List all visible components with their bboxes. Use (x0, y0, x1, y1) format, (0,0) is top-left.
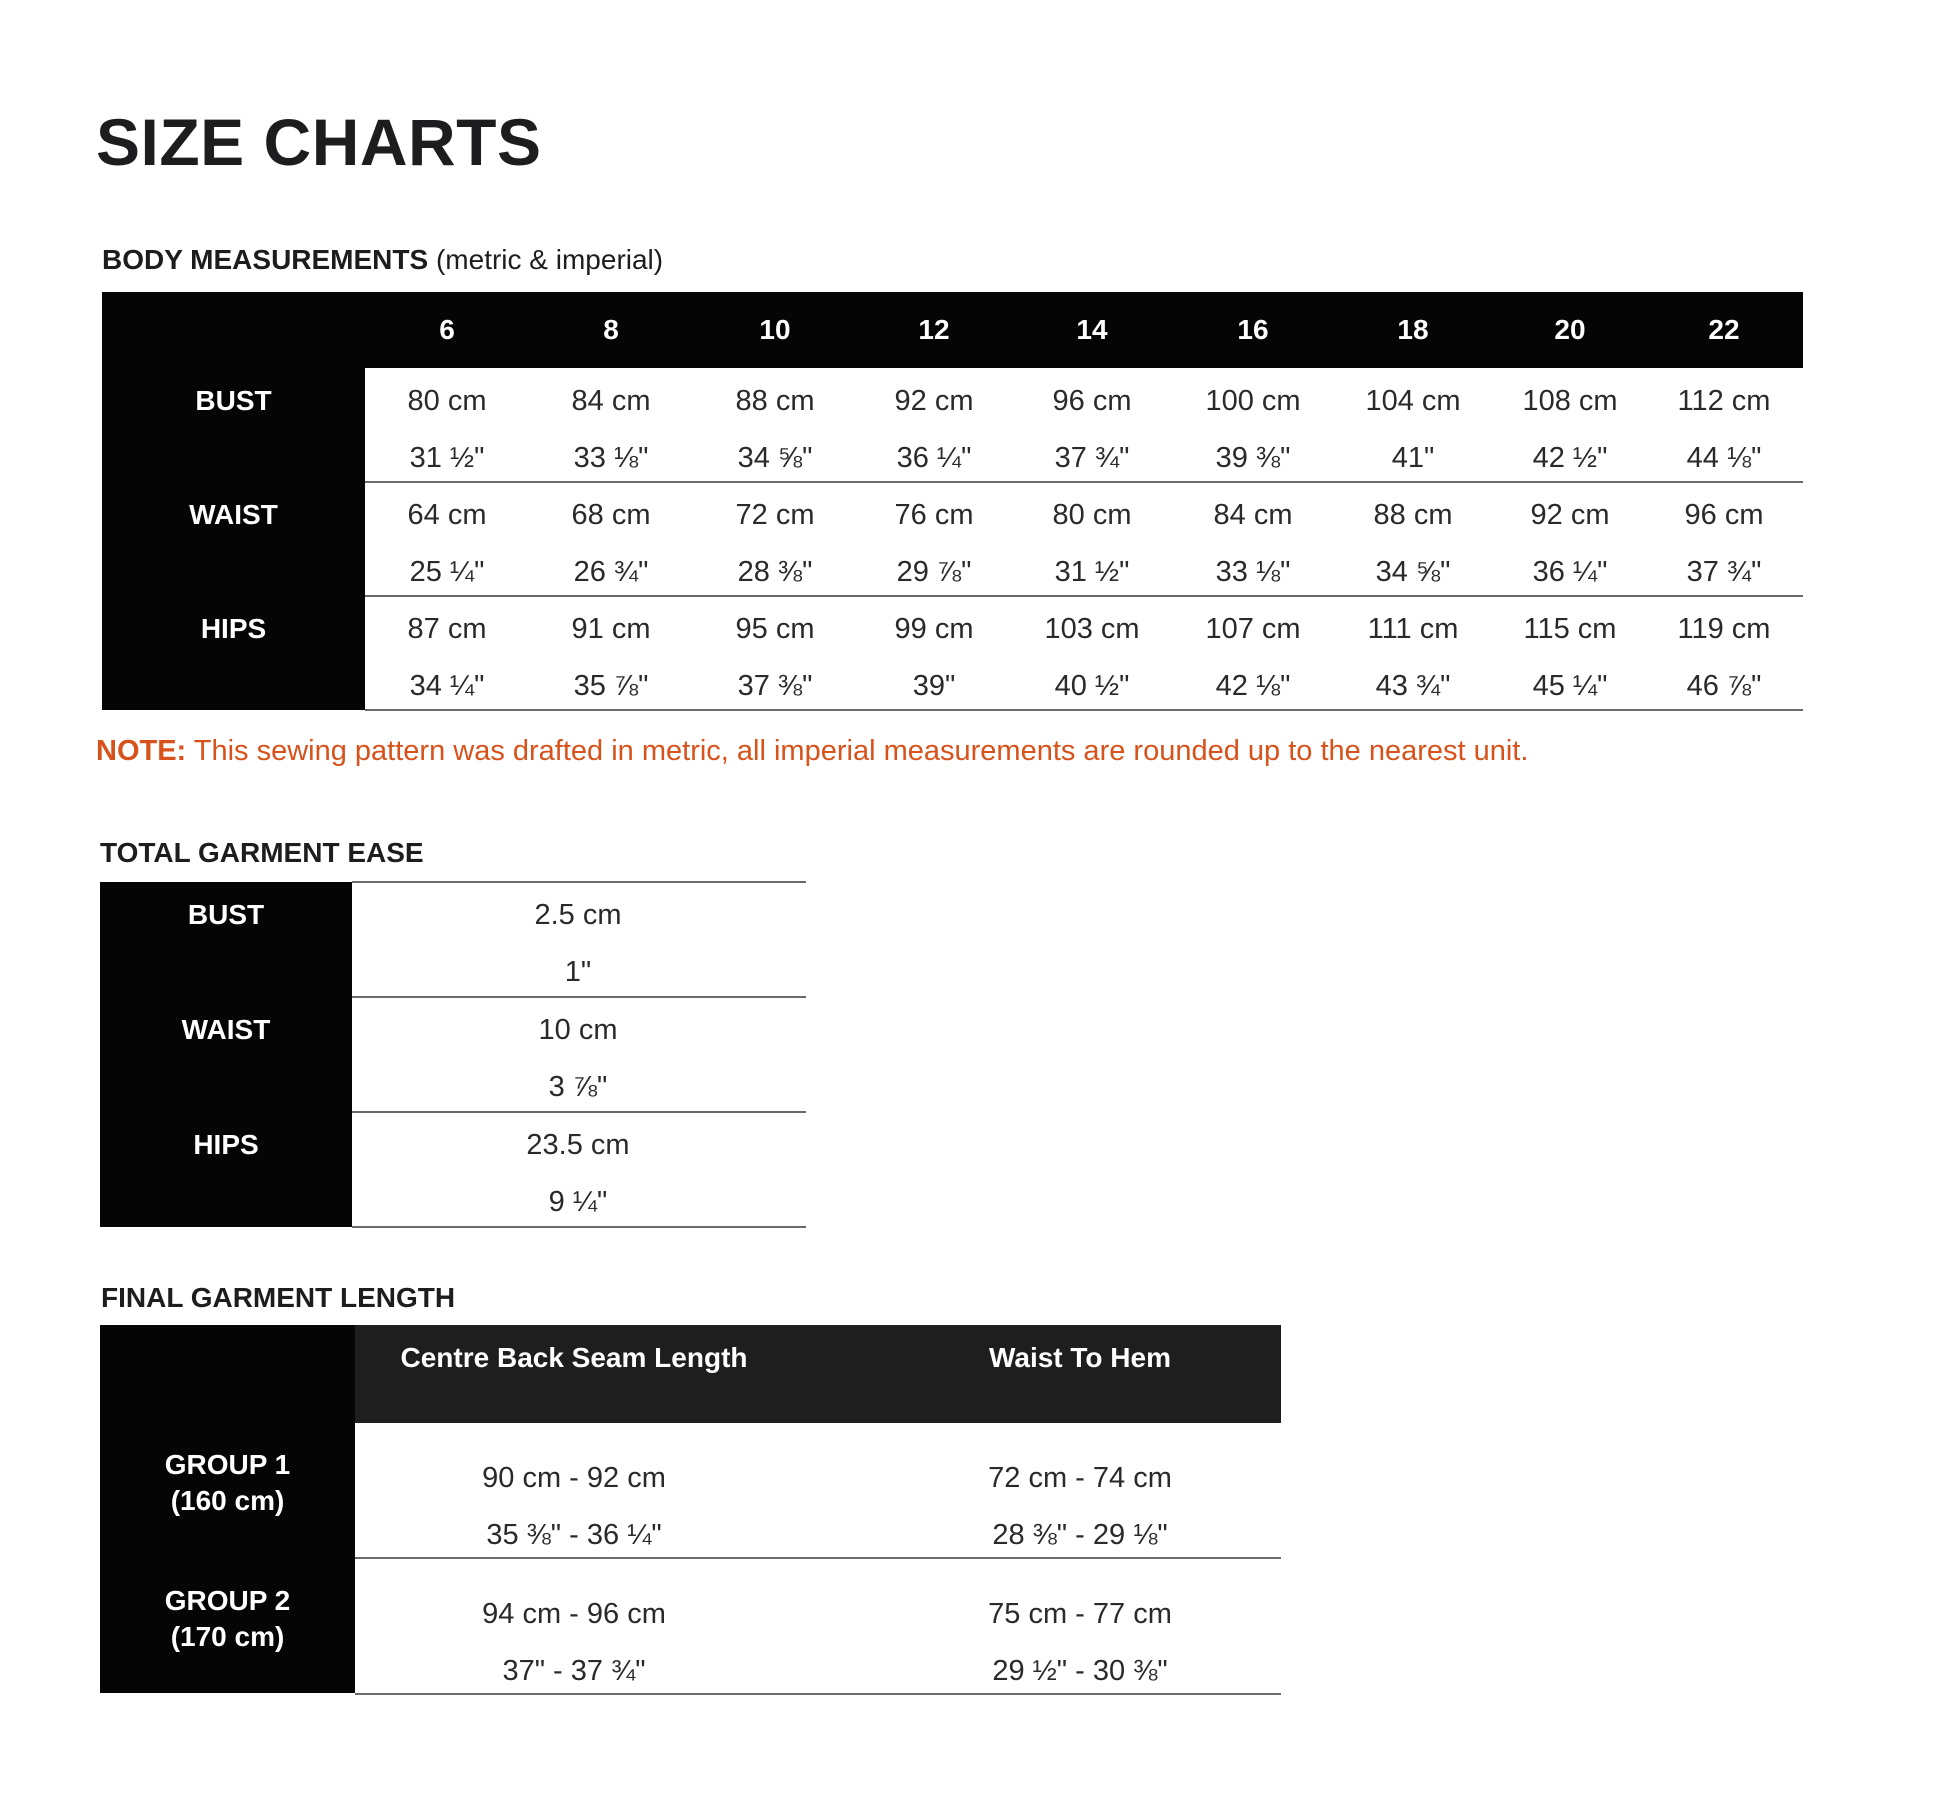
size-header: 22 (1708, 314, 1740, 345)
metric-cell: 112 cm (1677, 384, 1771, 417)
imperial-cell: 31 ½" (409, 441, 485, 474)
group-label-name: GROUP 1 (164, 1448, 291, 1480)
metric-cell: 87 cm (407, 612, 487, 645)
metric-cell: 84 cm (1213, 498, 1293, 531)
group-label (100, 1443, 355, 1523)
imperial-cell: 35 ⅞" (573, 669, 649, 702)
metric-cell: 111 cm (1367, 612, 1459, 645)
row-divider (352, 1111, 806, 1113)
metric-cell: 108 cm (1522, 384, 1618, 417)
metric-cell: 92 cm (894, 384, 974, 417)
row-label: WAIST (181, 1013, 271, 1045)
group-label (100, 1579, 355, 1659)
size-header: 8 (603, 314, 619, 345)
metric-cell: 80 cm (407, 384, 487, 417)
row-divider (355, 1693, 1281, 1695)
imperial-cell: 37 ⅜" (737, 669, 813, 702)
imperial-cell: 37" - 37 ¾" (502, 1654, 646, 1687)
metric-cell: 104 cm (1365, 384, 1461, 417)
row-label: HIPS (200, 612, 267, 644)
imperial-cell: 26 ¾" (573, 555, 649, 588)
group-label-height: (170 cm) (170, 1621, 285, 1652)
note-text: This sewing pattern was drafted in metric, all imperial measurements are rounded up to the nearest unit. (186, 735, 1529, 767)
final-garment-length-heading: FINAL GARMENT LENGTH (101, 1282, 456, 1313)
imperial-cell: 3 ⅞" (548, 1070, 608, 1103)
imperial-cell: 36 ¼" (896, 441, 972, 474)
group-label-height: (160 cm) (170, 1485, 285, 1516)
metric-cell: 92 cm (1530, 498, 1610, 531)
imperial-cell: 29 ⅞" (896, 555, 972, 588)
metric-cell: 96 cm (1052, 384, 1132, 417)
imperial-cell: 9 ¼" (548, 1185, 608, 1218)
column-header: Centre Back Seam Length (400, 1342, 748, 1373)
imperial-cell: 33 ⅛" (573, 441, 649, 474)
row-divider (365, 481, 1803, 483)
row-divider (352, 996, 806, 998)
imperial-cell: 41" (1391, 441, 1435, 474)
metric-cell: 94 cm - 96 cm (482, 1597, 666, 1630)
metric-cell: 84 cm (571, 384, 651, 417)
imperial-cell: 37 ¾" (1686, 555, 1762, 588)
imperial-cell: 35 ⅜" - 36 ¼" (486, 1518, 662, 1551)
metric-cell: 2.5 cm (534, 898, 622, 931)
metric-cell: 72 cm (735, 498, 815, 531)
imperial-cell: 42 ⅛" (1215, 669, 1291, 702)
size-header: 18 (1397, 314, 1429, 345)
imperial-cell: 37 ¾" (1054, 441, 1130, 474)
row-divider (352, 1226, 806, 1228)
group-label-name: GROUP 2 (164, 1584, 291, 1616)
metric-cell: 10 cm (538, 1013, 618, 1046)
metric-cell: 88 cm (1373, 498, 1453, 531)
page-title: SIZE CHARTS (96, 105, 542, 179)
row-label: BUST (187, 898, 265, 930)
imperial-cell: 46 ⅞" (1686, 669, 1762, 702)
imperial-cell: 34 ⅝" (1375, 555, 1451, 588)
size-header: 14 (1076, 314, 1108, 345)
table-top-rule (352, 881, 806, 883)
metric-cell: 72 cm - 74 cm (988, 1461, 1172, 1494)
imperial-cell: 33 ⅛" (1215, 555, 1291, 588)
total-garment-ease-heading: TOTAL GARMENT EASE (100, 837, 424, 868)
metric-cell: 107 cm (1205, 612, 1301, 645)
imperial-cell: 34 ¼" (409, 669, 485, 702)
body-measurements-heading (102, 244, 663, 276)
row-divider (355, 1557, 1281, 1559)
imperial-cell: 43 ¾" (1375, 669, 1451, 702)
imperial-cell: 39 ⅜" (1215, 441, 1291, 474)
metric-cell: 76 cm (894, 498, 974, 531)
imperial-cell: 29 ½" - 30 ⅜" (992, 1654, 1168, 1687)
column-header: Waist To Hem (988, 1342, 1171, 1373)
imperial-cell: 42 ½" (1532, 441, 1608, 474)
metric-cell: 88 cm (735, 384, 815, 417)
metric-cell: 91 cm (571, 612, 651, 645)
imperial-cell: 34 ⅝" (737, 441, 813, 474)
metric-cell: 99 cm (894, 612, 974, 645)
metric-cell: 95 cm (735, 612, 815, 645)
metric-cell: 100 cm (1205, 384, 1301, 417)
size-header: 20 (1554, 314, 1586, 345)
size-header: 6 (439, 314, 455, 345)
metric-cell: 64 cm (407, 498, 487, 531)
metric-cell: 80 cm (1052, 498, 1132, 531)
size-header: 10 (759, 314, 791, 345)
metric-cell: 68 cm (571, 498, 651, 531)
metric-cell: 75 cm - 77 cm (988, 1597, 1172, 1630)
note-label: NOTE: (96, 735, 187, 767)
metric-cell: 115 cm (1523, 612, 1617, 645)
size-header: 16 (1237, 314, 1269, 345)
imperial-cell: 25 ¼" (409, 555, 485, 588)
metric-cell: 119 cm (1677, 612, 1771, 645)
imperial-cell: 45 ¼" (1532, 669, 1608, 702)
metric-cell: 103 cm (1044, 612, 1140, 645)
row-label: BUST (195, 384, 272, 416)
size-header: 12 (918, 314, 950, 345)
metric-cell: 23.5 cm (526, 1128, 630, 1161)
body-measurements-heading-sub: (metric & imperial) (435, 244, 664, 275)
metric-note (96, 735, 1528, 768)
row-label: HIPS (193, 1128, 259, 1160)
body-measurements-heading-main: BODY MEASUREMENTS (102, 244, 429, 275)
imperial-cell: 31 ½" (1054, 555, 1130, 588)
imperial-cell: 28 ⅜" - 29 ⅛" (992, 1518, 1168, 1551)
imperial-cell: 39" (912, 669, 956, 702)
imperial-cell: 1" (564, 955, 592, 988)
imperial-cell: 44 ⅛" (1686, 441, 1762, 474)
imperial-cell: 28 ⅜" (737, 555, 813, 588)
row-divider (365, 595, 1803, 597)
metric-cell: 96 cm (1684, 498, 1764, 531)
row-label: WAIST (189, 498, 278, 530)
imperial-cell: 36 ¼" (1532, 555, 1608, 588)
imperial-cell: 40 ½" (1054, 669, 1130, 702)
row-divider (365, 709, 1803, 711)
metric-cell: 90 cm - 92 cm (482, 1461, 666, 1494)
